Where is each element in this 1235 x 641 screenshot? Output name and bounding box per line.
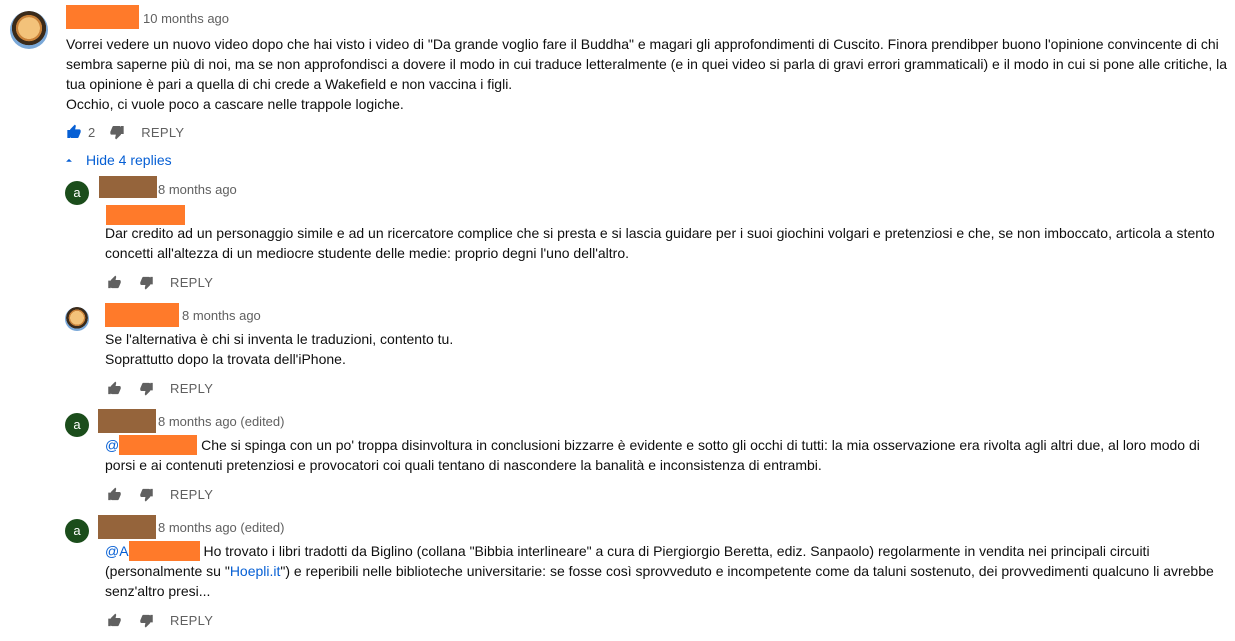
comment-line: tua opinione è pari a quella di chi crede a Wakefield e non vaccina i figli. <box>66 76 513 92</box>
reply-line <box>105 435 1230 455</box>
thumb-up-icon <box>107 613 122 628</box>
comment-line: Occhio, ci vuole poco a cascare nelle trappole logiche. <box>66 96 404 112</box>
thumb-down-icon <box>139 613 154 628</box>
thumb-up-filled-icon <box>66 124 82 140</box>
like-button[interactable] <box>104 610 124 630</box>
reply-actions <box>104 272 213 292</box>
dislike-button[interactable] <box>136 610 156 630</box>
reply-line: senz'altro presi... <box>105 583 211 599</box>
thumb-up-icon <box>107 487 122 502</box>
thumb-down-icon <box>139 487 154 502</box>
reply-button[interactable]: REPLY <box>170 274 214 290</box>
thumb-down-icon <box>139 275 154 290</box>
reply-actions <box>104 484 213 504</box>
commenter-avatar[interactable] <box>10 11 48 49</box>
thumb-up-icon <box>107 381 122 396</box>
reply-line: Se l'alternativa è chi si inventa le traduzioni, contento tu. <box>105 331 454 347</box>
hoepli-link[interactable]: Hoepli.it <box>229 563 281 579</box>
mention-link[interactable]: @A <box>105 543 129 559</box>
like-count: 2 <box>88 124 96 140</box>
reply-line-text: Che si spinga con un po' troppa disinvoltura in conclusioni bizzarre è evidente e sotto gli occhi di tutti: la mia osservazione era rivolta agli altri due, al loro modo di <box>201 437 1200 453</box>
reply-text <box>105 435 1230 475</box>
reply-avatar[interactable]: a <box>65 181 89 205</box>
redacted-username[interactable] <box>105 303 179 327</box>
redacted-username[interactable] <box>66 5 139 29</box>
reply-line: (personalmente su "Hoepli.it") e reperibili nelle biblioteche universitarie: se fosse così sprovveduto e incompetente come da taluni sostenuto, dei provvedimenti qualcuno li avrebbe <box>105 563 1214 579</box>
thumb-down-icon <box>139 381 154 396</box>
redacted-mention[interactable] <box>106 205 185 225</box>
reply-avatar[interactable] <box>65 307 89 331</box>
reply-line: porsi e ai contenuti pretenziosi e provocatori coi quali tentano di nascondere la banalità e inconsistenza di entrambi. <box>105 457 822 473</box>
mention-link[interactable]: @ <box>105 437 120 453</box>
comment-line: sembra saperne più di noi, ma se non approfondisci a dovere il modo in cui traduce letteralmente (e in quei video si parla di gravi errori grammaticali) e il modo in cui si pone alle critiche, la <box>66 56 1228 72</box>
reply-avatar[interactable]: a <box>65 413 89 437</box>
dislike-button[interactable] <box>136 484 156 504</box>
reply-button[interactable]: REPLY <box>170 612 214 628</box>
reply-line: Soprattutto dopo la trovata dell'iPhone. <box>105 351 346 367</box>
reply-text <box>105 541 1230 601</box>
dislike-button[interactable] <box>107 122 127 142</box>
reply-line: Dar credito ad un personaggio simile e ad un ricercatore complice che si presta e si lascia guidare per i suoi giochini volgari e pretenziosi e che, se non imboccato, articola a stento <box>105 225 1215 241</box>
comment-actions <box>64 122 184 142</box>
reply-button[interactable]: REPLY <box>170 380 214 396</box>
reply-actions <box>104 378 213 398</box>
redacted-mention[interactable] <box>119 435 197 455</box>
thumb-down-icon <box>109 124 125 140</box>
like-button[interactable] <box>64 122 84 142</box>
reply-timestamp[interactable]: 8 months ago (edited) <box>158 520 285 535</box>
comment-timestamp[interactable]: 10 months ago <box>143 11 230 26</box>
reply-timestamp[interactable]: 8 months ago <box>182 308 261 323</box>
dislike-button[interactable] <box>136 378 156 398</box>
hide-replies-button[interactable] <box>62 152 172 168</box>
reply-text <box>105 329 1230 369</box>
redacted-username[interactable] <box>98 515 156 539</box>
redacted-mention[interactable] <box>129 541 200 561</box>
like-button[interactable] <box>104 484 124 504</box>
caret-up-icon <box>62 153 76 167</box>
reply-line <box>105 541 1230 561</box>
reply-timestamp[interactable]: 8 months ago (edited) <box>158 414 285 429</box>
reply-actions <box>104 610 213 630</box>
comment-text <box>66 34 1231 114</box>
reply-button[interactable]: REPLY <box>170 486 214 502</box>
like-button[interactable] <box>104 272 124 292</box>
reply-line: concetti all'altezza di un mediocre studente delle medie: proprio degni l'uno dell'altro. <box>105 245 629 261</box>
reply-avatar[interactable]: a <box>65 519 89 543</box>
reply-text <box>105 223 1230 263</box>
dislike-button[interactable] <box>136 272 156 292</box>
comment-line: Vorrei vedere un nuovo video dopo che hai visto i video di "Da grande voglio fare il Buddha" e magari gli approfondimenti di Cuscito. Finora prendibper buono l'opinione convincente di chi <box>66 36 1219 52</box>
reply-timestamp[interactable]: 8 months ago <box>158 182 237 197</box>
like-button[interactable] <box>104 378 124 398</box>
thumb-up-icon <box>107 275 122 290</box>
hide-replies-label: Hide 4 replies <box>86 152 172 168</box>
reply-button[interactable]: REPLY <box>141 124 185 140</box>
redacted-username[interactable] <box>98 409 156 433</box>
reply-line-text: Ho trovato i libri tradotti da Biglino (collana "Bibbia interlineare" a cura di Piergiorgio Beretta, ediz. Sanpaolo) regolarmente in vendita nei principali circuiti <box>203 543 1150 559</box>
redacted-username[interactable] <box>99 176 157 198</box>
